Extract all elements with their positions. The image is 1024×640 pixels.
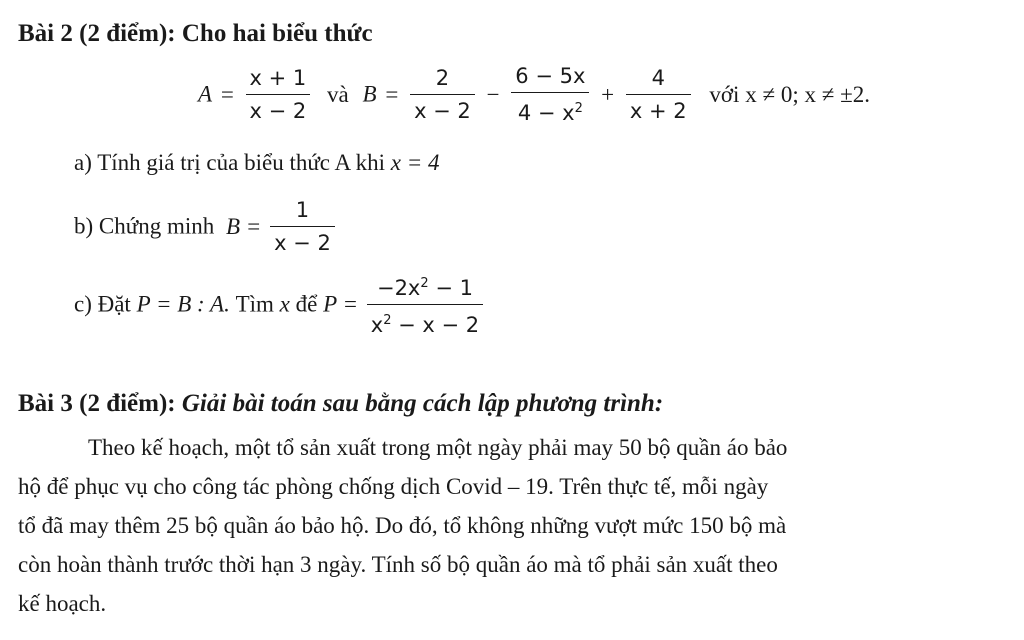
bai3-line: còn hoàn thành trước thời hạn 3 ngày. Tính số bộ quần áo mà tổ phải sản xuất theo <box>18 552 778 577</box>
B-term3 <box>626 64 691 125</box>
condition-text: với x ≠ 0; x ≠ ±2. <box>709 81 870 107</box>
part-c-P: P = <box>323 291 359 317</box>
part-a-math: x = 4 <box>390 150 440 175</box>
part-b-B: B = <box>226 213 262 239</box>
part-c-de: để <box>295 291 318 317</box>
bai3-line: tổ đã may thêm 25 bộ quần áo bảo hộ. Do đó, tổ không những vượt mức 150 bộ mà <box>18 513 787 538</box>
A-denominator: x − 2 <box>246 94 311 125</box>
plus-sign: + <box>601 81 615 107</box>
bai3-title-bold: Bài 3 (2 điểm): <box>18 390 176 417</box>
bai2-title: Bài 2 (2 điểm): Cho hai biểu thức <box>18 20 373 47</box>
part-b-numerator: 1 <box>295 198 310 222</box>
part-c <box>74 270 486 339</box>
B-term1-numerator: 2 <box>435 66 450 90</box>
part-a-text: a) Tính giá trị của biểu thức A khi <box>74 150 385 175</box>
equals-sign: = <box>220 81 234 107</box>
equals-sign: = <box>385 81 399 107</box>
B-label: B <box>362 81 377 107</box>
bai3-line: hộ để phục vụ cho công tác phòng chống dịch Covid – 19. Trên thực tế, mỗi ngày <box>18 474 769 499</box>
part-b-denominator: x − 2 <box>270 226 335 257</box>
A-label: A <box>198 81 213 107</box>
B-term1 <box>410 64 475 125</box>
bai3-line: kế hoạch. <box>18 591 107 616</box>
and-word: và <box>327 81 349 107</box>
minus-sign: − <box>486 81 500 107</box>
A-numerator: x + 1 <box>249 66 307 90</box>
part-b <box>74 196 338 257</box>
part-c-find: Tìm <box>235 291 274 317</box>
B-term3-numerator: 4 <box>651 66 665 90</box>
part-c-math: P = B : A. <box>136 291 230 317</box>
part-a <box>74 150 439 176</box>
expressions-line <box>198 62 873 127</box>
B-term2 <box>511 62 589 127</box>
part-b-text: b) Chứng minh <box>74 213 215 239</box>
B-term1-denominator: x − 2 <box>410 94 475 125</box>
part-b-fraction <box>270 196 335 257</box>
A-fraction <box>246 64 311 125</box>
B-term2-numerator: 6 − 5x <box>515 64 586 88</box>
part-c-x: x <box>279 291 290 317</box>
B-term2-denominator: $4 - x^2$ <box>511 92 589 127</box>
bai3-title-italic: Giải bài toán sau bằng cách lập phương trình: <box>181 390 664 417</box>
B-term3-denominator: x + 2 <box>626 94 691 125</box>
bai3-line: Theo kế hoạch, một tổ sản xuất trong một ngày phải may 50 bộ quần áo bảo <box>88 435 788 460</box>
bai3-paragraph <box>18 428 1018 623</box>
part-c-numerator: $-2x^2 - 1$ <box>376 276 473 300</box>
part-c-denominator: $x^2 - x - 2$ <box>367 304 483 339</box>
bai3-title <box>18 390 663 418</box>
part-c-text: c) Đặt <box>74 291 131 317</box>
part-c-fraction <box>367 270 483 339</box>
